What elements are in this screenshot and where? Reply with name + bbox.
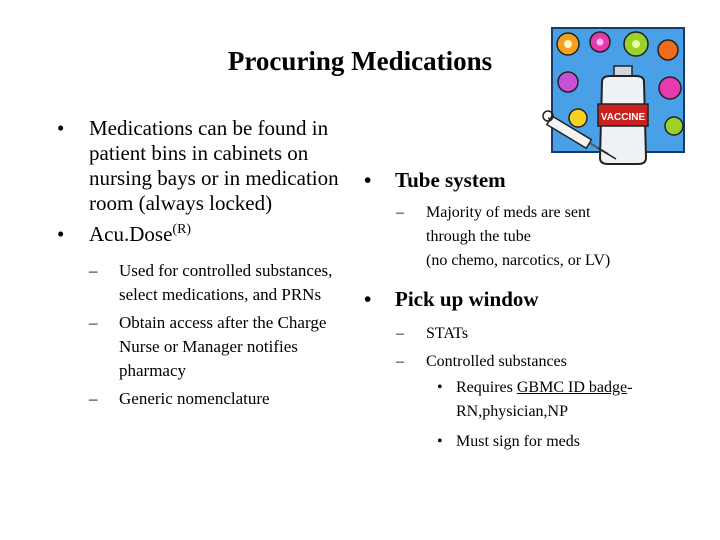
acudose-text: Acu.Dose (89, 222, 173, 246)
bullet-dot: • (57, 116, 65, 140)
dash-bullet: – (89, 389, 98, 408)
sub-item-text: Generic nomenclature (119, 389, 270, 408)
bullet-medications-text: Medications can be found in patient bins in cabinets on nursing bays or in medication room (always locked) (89, 116, 339, 215)
sub-sub-item (426, 430, 656, 454)
sub-item (89, 387, 339, 411)
dash-bullet: – (89, 261, 98, 280)
vaccine-clipart (538, 22, 698, 170)
sub-item (396, 320, 664, 348)
bullet-dot: • (437, 379, 443, 396)
dash-bullet: – (396, 204, 404, 221)
bullet-pickup-window (364, 287, 664, 312)
bullet-dot: • (364, 287, 372, 311)
sub-item-text: Used for controlled substances, select medications, and PRNs (119, 261, 333, 304)
dash-bullet: – (396, 353, 404, 370)
left-column (57, 116, 347, 411)
sub-item (396, 348, 664, 376)
dash-bullet: – (89, 313, 98, 332)
bullet-dot: • (57, 222, 65, 246)
acudose-sublist (89, 259, 339, 411)
dash-bullet: – (396, 325, 404, 342)
slide-title: Procuring Medications (227, 46, 493, 76)
bullet-medications (57, 116, 347, 216)
sub-item-text: Majority of meds are sent through the tube (426, 204, 591, 245)
sub-sub-item (426, 376, 656, 424)
sub-item (396, 201, 636, 273)
right-column (364, 168, 664, 454)
sub-item (89, 311, 339, 383)
bullet-dot: • (364, 168, 372, 192)
bullet-dot: • (437, 433, 443, 450)
bullet-acudose (57, 222, 347, 247)
tube-title: Tube system (395, 168, 506, 192)
registered-mark: (R) (172, 222, 192, 237)
sub-item-text: (no chemo, narcotics, or LV) (426, 252, 611, 269)
requires-suffix: -RN,physician,NP (456, 379, 633, 420)
tube-sublist (396, 201, 636, 273)
sub-item-text: Controlled substances (426, 353, 567, 370)
requires-text: Requires (456, 379, 517, 396)
pickup-title: Pick up window (395, 287, 539, 311)
vaccine-bottle-icon (598, 66, 648, 164)
must-sign-text: Must sign for meds (456, 433, 580, 450)
sub-item (89, 259, 339, 307)
sub-item-text: STATs (426, 325, 469, 342)
sub-item-text: Obtain access after the Charge Nurse or Manager notifies pharmacy (119, 313, 327, 380)
vaccine-label: VACCINE (600, 112, 646, 123)
pickup-sublist (396, 320, 664, 454)
bullet-tube-system (364, 168, 664, 193)
controlled-sublist (426, 376, 656, 454)
gbmc-id-badge-link[interactable]: GBMC ID badge (516, 379, 628, 396)
